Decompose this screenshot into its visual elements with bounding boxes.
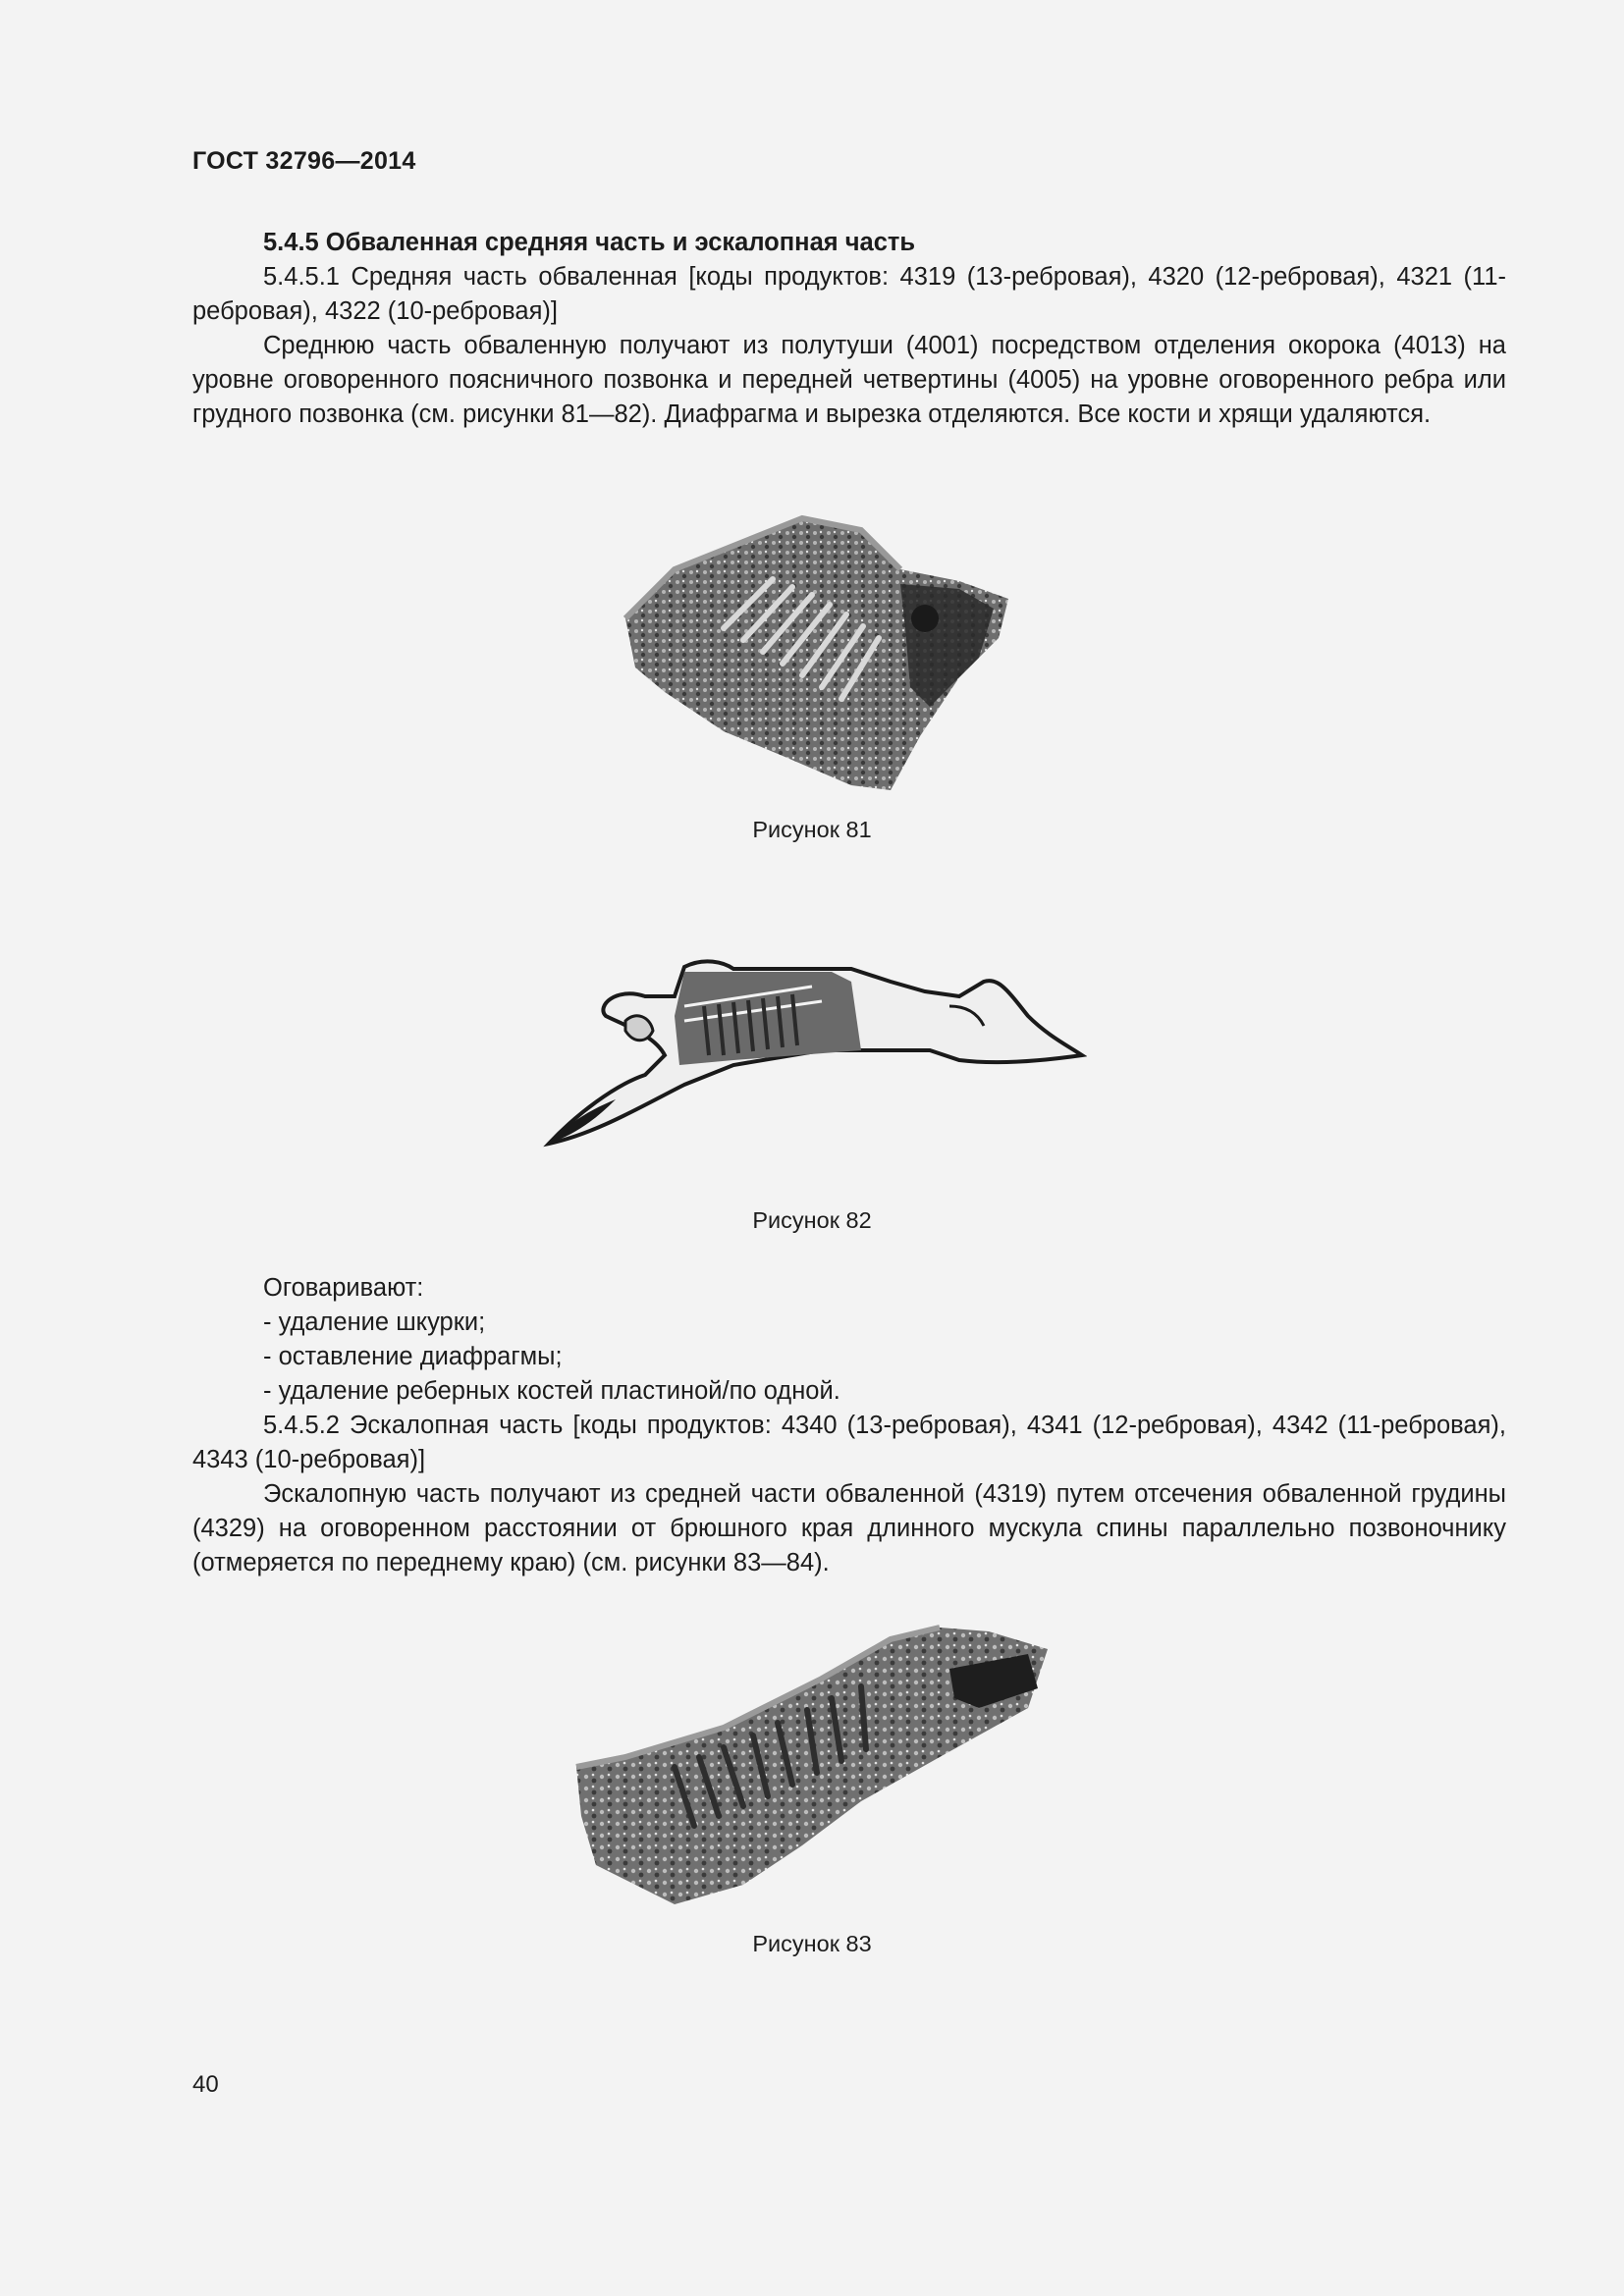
paragraph-5-4-5-2: 5.4.5.2 Эскалопная часть [коды продуктов: 4340 (13-ребровая), 4341 (12-ребровая), 4342 (11-ребровая), 4343 (10-ребровая)]	[192, 1412, 1506, 1473]
section-heading: 5.4.5 Обваленная средняя часть и эскалопная часть	[263, 229, 916, 256]
figure-81-caption: Рисунок 81	[752, 817, 872, 842]
figure-83-image	[0, 1620, 1624, 1919]
page-number: 40	[192, 2071, 219, 2098]
list-item: - оставление диафрагмы;	[263, 1340, 1506, 1374]
options-block	[192, 1271, 1506, 1580]
figure-82-caption: Рисунок 82	[752, 1207, 872, 1233]
figure-81-image	[0, 510, 1624, 810]
paragraph-escalope: Эскалопную часть получают из средней части обваленной (4319) путем отсечения обваленной грудины (4329) на оговоренном расстоянии от брюшного края длинного мускула спины параллельно позвоночнику (отмеряется по переднему краю) (см. рисунки 83—84).	[192, 1480, 1506, 1576]
figure-82-image	[0, 937, 1624, 1158]
figure-83-caption: Рисунок 83	[752, 1931, 872, 1956]
options-intro: Оговаривают:	[263, 1274, 424, 1302]
document-header: ГОСТ 32796—2014	[192, 147, 416, 175]
section-5-4-5	[192, 226, 1506, 432]
paragraph-5-4-5-1: 5.4.5.1 Средняя часть обваленная [коды продуктов: 4319 (13-ребровая), 4320 (12-ребровая), 4321 (11-ребровая), 4322 (10-ребровая)]	[192, 263, 1506, 325]
list-item: - удаление реберных костей пластиной/по одной.	[263, 1374, 1506, 1409]
list-item: - удаление шкурки;	[263, 1306, 1506, 1340]
options-list	[192, 1306, 1506, 1409]
paragraph-production: Среднюю часть обваленную получают из полутуши (4001) посредством отделения окорока (4013) на уровне оговоренного поясничного позвонка и передней четвертины (4005) на уровне оговоренного ребра или грудного позвонка (см. рисунки 81—82). Диафрагма и вырезка отделяются. Все кости и хрящи удаляются.	[192, 332, 1506, 428]
